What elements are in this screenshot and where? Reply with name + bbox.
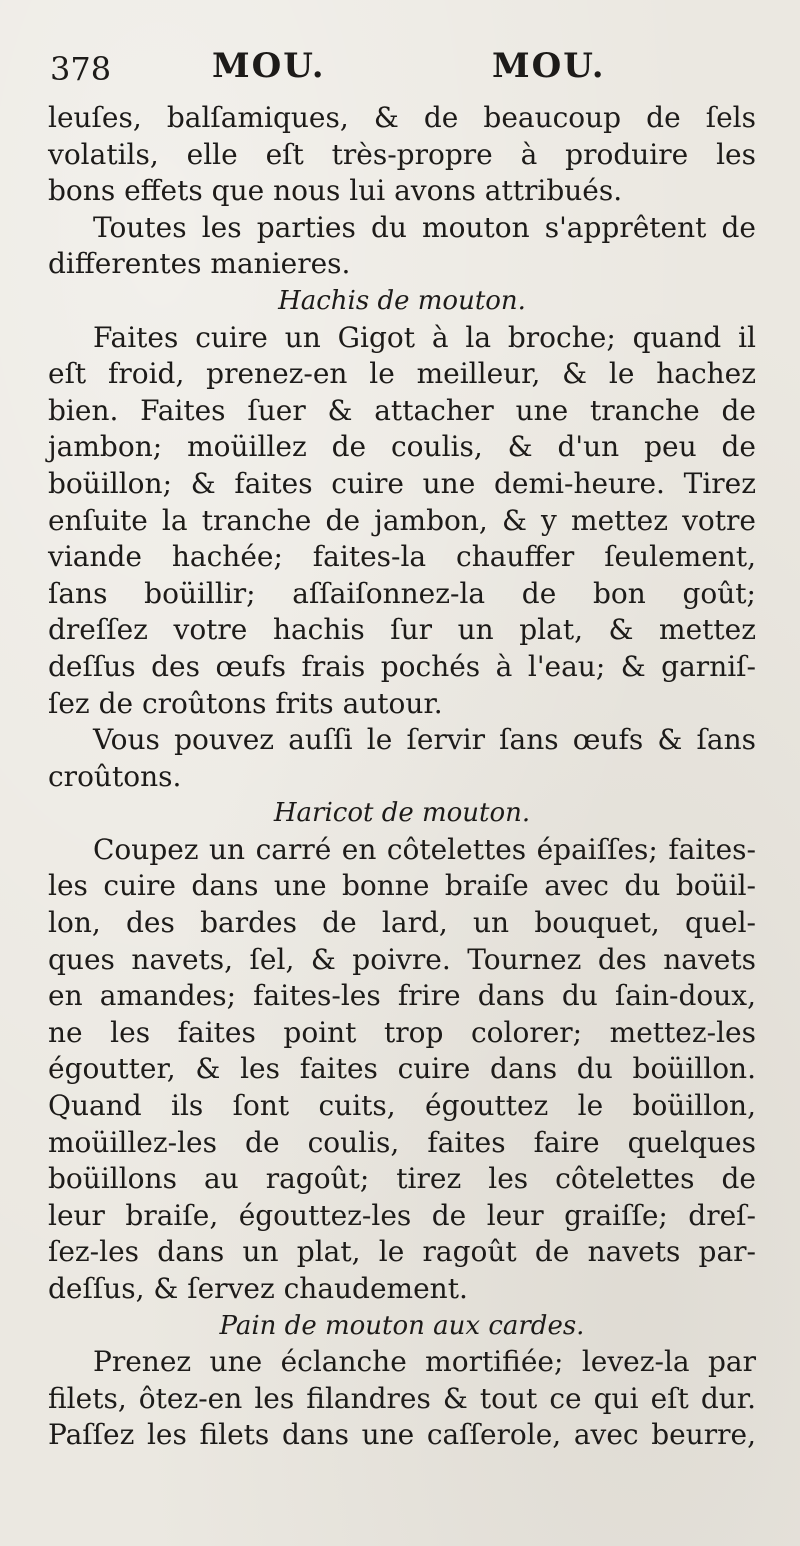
text-line: bons effets que nous lui avons attribués. — [48, 174, 623, 208]
text-line: ſez de croûtons frits autour. — [48, 686, 443, 720]
paragraph — [48, 722, 756, 795]
text-line: égoutter, & les faites cuire dans du boüillon. — [48, 1052, 756, 1086]
paragraph — [48, 210, 756, 283]
text-line: jambon; moüillez de coulis, & d'un peu de — [48, 430, 756, 464]
section-heading: Haricot de mouton. — [273, 798, 531, 829]
running-head-left: MOU. — [212, 46, 326, 86]
text-line: filets, ôtez-en les filandres & tout ce qui eſt dur. — [48, 1381, 756, 1415]
paragraph — [48, 100, 756, 210]
text-line: ſans boüillir; aſſaiſonnez-la de bon goût; — [48, 576, 756, 610]
text-line: boüillon; & faites cuire une demi-heure. Tirez — [48, 466, 756, 500]
text-line: ne les faites point trop colorer; mettez-les — [48, 1015, 756, 1049]
text-line: deſſus, & ſervez chaudement. — [48, 1272, 468, 1305]
running-head — [48, 44, 756, 100]
paragraph — [48, 832, 756, 1308]
paragraph — [48, 1344, 756, 1454]
text-line: eſt froid, prenez-en le meilleur, & le hachez — [48, 357, 756, 391]
text-line: ſez-les dans un plat, le ragoût de navets par- — [48, 1235, 756, 1269]
text-line: viande hachée; faites-la chauffer ſeulement, — [48, 540, 756, 574]
text-line: en amandes; faites-les frire dans du ſain-doux, — [48, 979, 756, 1013]
text-line: Paſſez les filets dans une caſſerole, avec beurre, — [48, 1418, 756, 1452]
paragraph — [48, 320, 756, 723]
text-line: volatils, elle eſt très-propre à produire les — [48, 137, 756, 171]
text-line: Faites cuire un Gigot à la broche; quand il — [93, 320, 756, 354]
text-line: croûtons. — [48, 759, 182, 793]
running-head-right: MOU. — [492, 46, 606, 86]
text-line: enſuite la tranche de jambon, & y mettez votre — [48, 503, 756, 537]
text-line: lon, des bardes de lard, un bouquet, quel- — [48, 906, 756, 940]
text-line: leur braiſe, égouttez-les de leur graiſſe; dreſ- — [48, 1198, 756, 1232]
text-line: boüillons au ragoût; tirez les côtelettes de — [48, 1162, 756, 1196]
text-line: Toutes les parties du mouton s'apprêtent de — [93, 210, 756, 244]
section-heading: Pain de mouton aux cardes. — [219, 1310, 585, 1341]
page-number: 378 — [50, 50, 112, 88]
text-line: leuſes, balſamiques, & de beaucoup de ſels — [48, 101, 756, 134]
text-line: moüillez-les de coulis, faites faire quelques — [48, 1125, 756, 1159]
body-text — [48, 100, 756, 1454]
text-line: Coupez un carré en côtelettes épaiſſes; faites- — [93, 832, 756, 866]
text-line: ques navets, ſel, & poivre. Tournez des navets — [48, 942, 756, 976]
text-line: bien. Faites ſuer & attacher une tranche de — [48, 393, 756, 427]
text-line: Prenez une éclanche mortifiée; levez-la par — [93, 1345, 756, 1379]
text-line: les cuire dans une bonne braiſe avec du boüil- — [48, 869, 756, 903]
text-line: deſſus des œufs frais pochés à l'eau; & garniſ- — [48, 649, 756, 683]
text-line: Vous pouvez auſſi le ſervir ſans œufs & ſans — [93, 723, 756, 757]
text-line: Quand ils ſont cuits, égouttez le boüillon, — [48, 1089, 756, 1123]
text-line: differentes manieres. — [48, 247, 351, 281]
text-line: dreſſez votre hachis ſur un plat, & mettez — [48, 613, 756, 647]
section-heading: Hachis de mouton. — [278, 285, 526, 316]
